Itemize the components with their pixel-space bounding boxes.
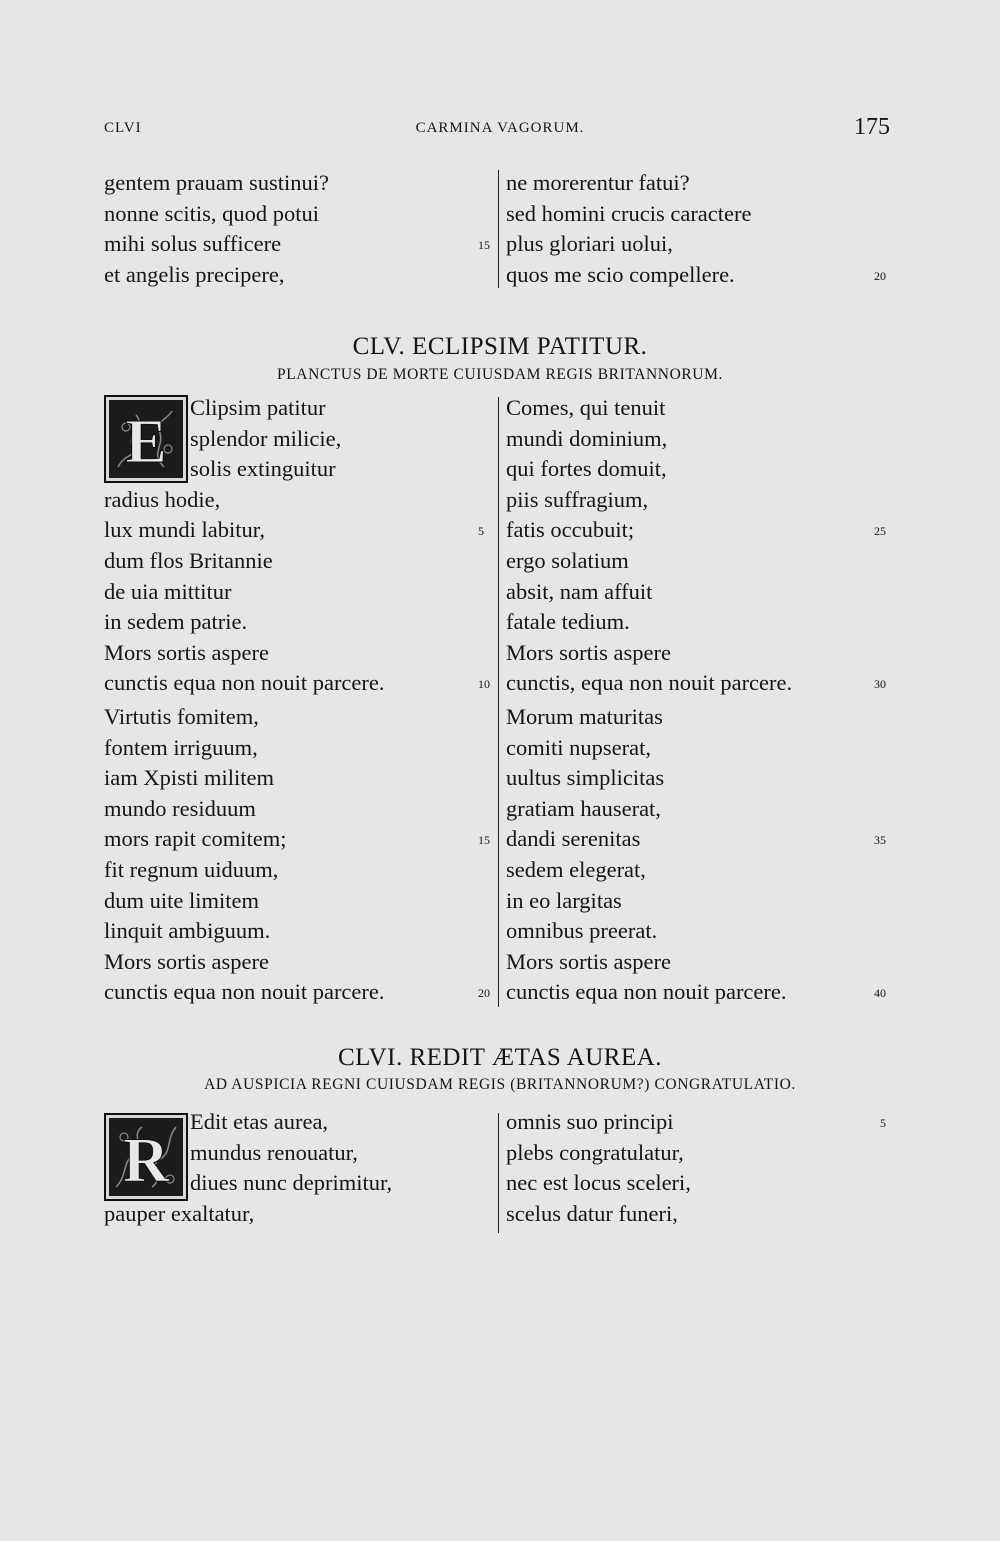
left-column — [104, 393, 490, 1008]
verse-line: mundo residuum — [104, 795, 256, 821]
verse-line: radius hodie, — [104, 486, 221, 512]
verse-line: uultus simplicitas — [506, 765, 665, 791]
verse-line: fatis occubuit; 25 — [506, 515, 876, 546]
verse-line: omnibus preerat. — [506, 918, 658, 944]
column-rule — [498, 1113, 499, 1233]
right-column — [506, 1107, 886, 1229]
svg-text:E: E — [125, 408, 167, 476]
verse-line: cunctis equa non nouit parcere. 20 — [104, 977, 476, 1008]
verse-line: Morum maturitas — [506, 703, 663, 729]
verse-line: sedem elegerat, — [506, 856, 646, 882]
line-number: 25 — [874, 524, 886, 539]
verse-line: dandi serenitas 35 — [506, 824, 876, 855]
verse-line: linquit ambiguum. — [104, 918, 271, 944]
verse-line: cunctis, equa non nouit parcere. 30 — [506, 668, 876, 699]
verse-line: gratiam hauserat, — [506, 795, 661, 821]
column-rule — [498, 170, 499, 288]
verse-line: fit regnum uiduum, — [104, 856, 279, 882]
verse-line: mors rapit comitem; 15 — [104, 824, 476, 855]
page-number: 175 — [854, 114, 890, 140]
verse-line: gentem prauam sustinui? — [104, 170, 329, 195]
poem-title: CLVI. REDIT ÆTAS AUREA. — [337, 1044, 663, 1071]
verse-line: fontem irriguum, — [104, 734, 258, 760]
verse-line: et angelis precipere, — [104, 261, 285, 287]
line-number: 35 — [874, 833, 886, 848]
verse-line: Comes, qui tenuit — [506, 395, 666, 420]
verse-line: Mors sortis aspere — [506, 948, 671, 974]
line-number: 20 — [478, 986, 490, 1001]
verse-line: in eo largitas — [506, 887, 622, 913]
poem-title: CLV. ECLIPSIM PATITUR. — [352, 333, 648, 360]
verse-line: dum flos Britannie — [104, 547, 273, 573]
verse-line: in sedem patrie. — [104, 609, 248, 635]
svg-text:R: R — [122, 1124, 170, 1195]
verse-line: Mors sortis aspere — [506, 639, 671, 665]
verse-line: ergo solatium — [506, 547, 629, 573]
verse-line: cunctis equa non nouit parcere. 10 — [104, 668, 476, 699]
poem-subtitle: AD AUSPICIA REGNI CUIUSDAM REGIS (BRITANNORUM?) CONGRATULATIO. — [204, 1076, 796, 1093]
verse-line: mundi dominium, — [506, 425, 668, 451]
line-number: 20 — [874, 268, 886, 283]
line-number: 15 — [478, 833, 490, 848]
verse-line: sed homini crucis caractere — [506, 200, 752, 226]
verse-line: scelus datur funeri, — [506, 1200, 678, 1226]
verse-line: nec est locus sceleri, — [506, 1170, 691, 1196]
verse-line: solis extinguitur — [190, 456, 336, 482]
verse-line: de uia mittitur — [104, 578, 232, 604]
left-column — [104, 1107, 476, 1229]
verse-line: quos me scio compellere. 20 — [506, 260, 876, 291]
verse-line: pauper exaltatur, — [104, 1200, 255, 1226]
verse-line: diues nunc deprimitur, — [190, 1170, 393, 1196]
verse-line: Mors sortis aspere — [104, 948, 269, 974]
verse-line: omnis suo principi 5 — [506, 1107, 876, 1138]
verse-line: dum uite limitem — [104, 887, 259, 913]
poem-subtitle: PLANCTUS DE MORTE CUIUSDAM REGIS BRITANNORUM. — [277, 366, 723, 383]
running-head-title: CARMINA VAGORUM. — [415, 120, 585, 136]
running-head-section: CLVI — [104, 120, 142, 136]
left-column — [104, 168, 490, 290]
verse-line: lux mundi labitur, 5 — [104, 515, 476, 546]
verse-line: mihi solus sufficere 15 — [104, 229, 476, 260]
verse-line: iam Xpisti militem — [104, 765, 274, 791]
line-number: 40 — [874, 986, 886, 1001]
verse-line: Mors sortis aspere — [104, 639, 269, 665]
line-number: 5 — [478, 524, 484, 539]
line-number: 10 — [478, 677, 490, 692]
line-number: 30 — [874, 677, 886, 692]
verse-line: comiti nupserat, — [506, 734, 651, 760]
verse-line: Clipsim patitur — [190, 395, 326, 420]
verse-line: absit, nam affuit — [506, 578, 653, 604]
column-rule — [498, 397, 499, 1007]
verse-line: Virtutis fomitem, — [104, 703, 259, 729]
line-number: 15 — [478, 238, 490, 253]
verse-line: plus gloriari uolui, — [506, 231, 673, 257]
verse-line: ne morerentur fatui? — [506, 170, 690, 195]
right-column — [506, 168, 886, 290]
line-number: 5 — [880, 1116, 886, 1130]
verse-line: piis suffragium, — [506, 486, 649, 512]
verse-line: qui fortes domuit, — [506, 456, 667, 482]
verse-line: nonne scitis, quod potui — [104, 200, 319, 226]
verse-line: plebs congratulatur, — [506, 1139, 684, 1165]
verse-line: fatale tedium. — [506, 609, 630, 635]
right-column — [506, 393, 886, 1008]
verse-line: mundus renouatur, — [190, 1139, 358, 1165]
verse-line: splendor milicie, — [190, 425, 342, 451]
verse-line: cunctis equa non nouit parcere. 40 — [506, 977, 876, 1008]
verse-line: Edit etas aurea, — [190, 1109, 329, 1134]
